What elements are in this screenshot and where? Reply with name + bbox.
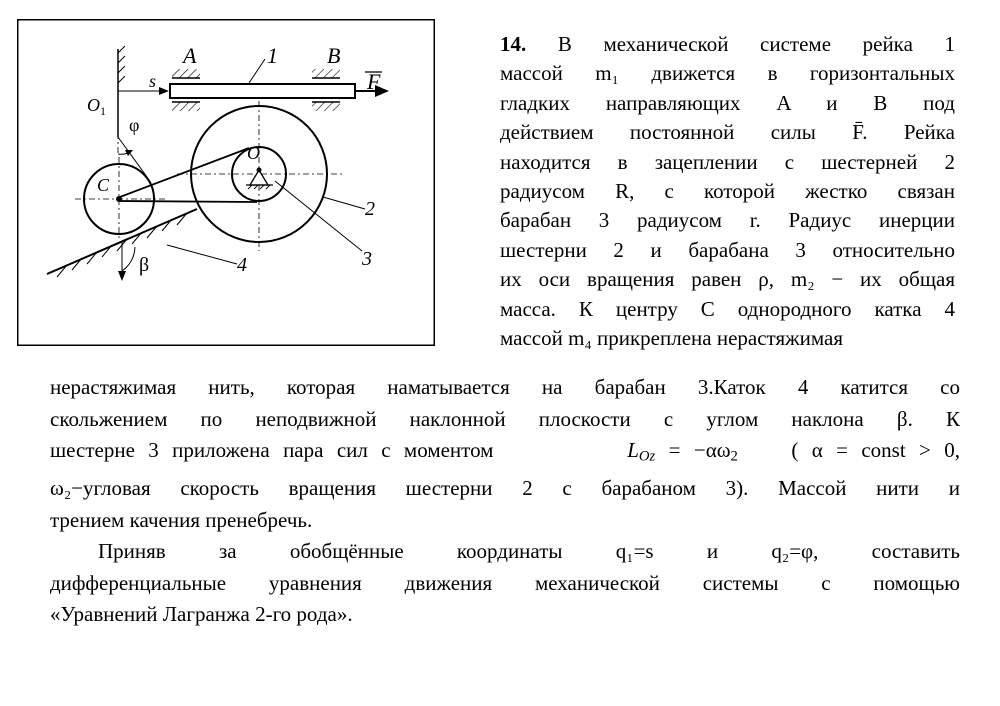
string (120, 148, 249, 197)
p2-line1: Приняв за обобщённые координаты q₁=s и q₂=φ, составить (98, 539, 960, 564)
side-line-1: массой m₁ движется в горизонтальных (500, 61, 955, 86)
side-line-2: гладких направляющих A и B под (500, 90, 955, 115)
side-line-0: 14. В механической системе рейка 1 (500, 32, 955, 56)
side-line-9: масса. К центру C однородного катка 4 (500, 296, 955, 321)
side-line-10: массой m₄ прикреплена нерастяжимая (500, 326, 843, 351)
moment-symbol: L (627, 438, 639, 462)
mechanism-drawing (17, 19, 435, 346)
problem-side-text (500, 30, 955, 353)
leader-4 (167, 245, 237, 264)
label-1: 1 (267, 43, 278, 68)
p2-line3: «Уравнений Лагранжа 2-го рода». (50, 602, 353, 627)
side-line-6: барабан 3 радиусом r. Радиус инерции (500, 208, 955, 233)
moment-subscript: Oz (638, 448, 656, 465)
moment-condition: ( α = const > 0, (791, 438, 961, 462)
label-o: O (247, 143, 260, 163)
side-line-5: радиусом R, с которой жестко связан (500, 179, 955, 204)
p1-line1: нерастяжимая нить, которая наматывается на барабан 3.Каток 4 катится со (50, 375, 960, 399)
side-line-8: их оси вращения равен ρ, m₂ − их общая (500, 267, 955, 292)
p1-line3: шестерне 3 приложена пара сил с моментом $L_{Oz} = -\alpha\omega_2$ ( α = const > 0, (50, 438, 961, 465)
p1-line2: скольжением по неподвижной наклонной плоскости с углом наклона β. К (50, 406, 960, 431)
label-b: B (327, 43, 341, 68)
p1-line4: ω₂−угловая скорость вращения шестерни 2 с барабаном 3). Массой нити и (50, 476, 960, 501)
side-line-7: шестерни 2 и барабана 3 относительно (500, 237, 955, 262)
label-c: C (97, 175, 110, 195)
label-4: 4 (237, 254, 247, 276)
label-2: 2 (365, 198, 375, 220)
p2-line2: дифференциальные уравнения движения механической системы с помощью (50, 570, 960, 595)
leader-2 (323, 197, 365, 209)
leader-3 (275, 181, 362, 251)
guide-b-top (312, 69, 340, 78)
label-phi: φ (129, 115, 140, 135)
label-s: s (149, 71, 157, 91)
mechanism-figure (17, 19, 435, 346)
label-3: 3 (362, 248, 372, 270)
label-a: A (183, 43, 197, 68)
leader-1 (249, 59, 265, 83)
label-o1-sub: 1 (100, 104, 106, 118)
guide-a-bottom (172, 102, 200, 111)
moment-rhs: = −αω (668, 438, 731, 462)
problem-main-text (50, 372, 960, 631)
moment-rhs-subscript: 2 (730, 448, 738, 465)
rack-1 (170, 84, 355, 98)
guide-b-bottom (312, 102, 340, 111)
guide-a-top (172, 69, 200, 78)
label-f: F (367, 69, 381, 94)
side-line-4: находится в зацеплении с шестерней 2 (500, 149, 955, 174)
side-line-3: действием постоянной силы F̄. Рейка (500, 120, 955, 145)
label-beta: β (139, 254, 150, 276)
label-o1: O (87, 95, 100, 115)
problem-number: 14. (500, 32, 527, 56)
p1-line5: трением качения пренебречь. (50, 507, 313, 532)
